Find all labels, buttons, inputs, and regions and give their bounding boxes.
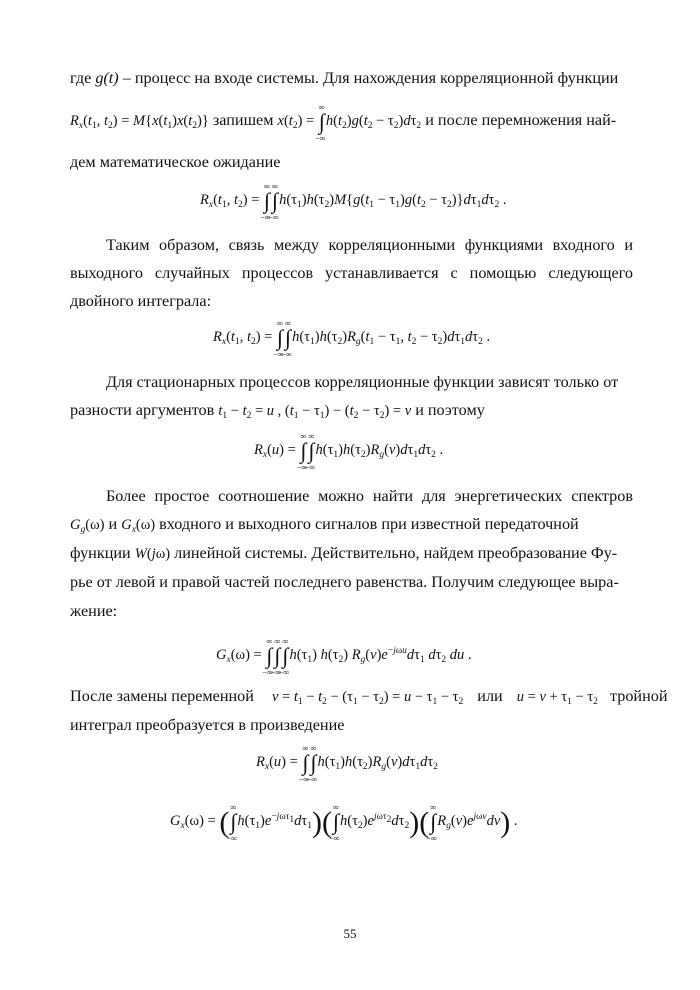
text: и поэтому [415,401,485,419]
word: и [108,515,118,533]
formula-gx: $G_x(\omega)$ [121,517,156,535]
formula-inline: g(t) [95,69,119,87]
text-line-p3-2 [70,400,633,426]
formula-wjw: W(jω) [134,546,171,562]
text-line-p2-2 [70,263,633,283]
text-line-3 [70,152,633,172]
text: – процесс на входе системы. Для нахождения корреляционной функции [122,69,619,87]
equation-4: $G_x(\omega)$ = ∫ ∞ −∞ ∫ ∞ −∞ ∫ ∞ −∞ $h(\tau_1)$ $h(\tau_2)$ $R_g(v)e^{-j\omega u}d\tau_1$ $d\tau_2$ du . [216,636,472,677]
text-line-p5-1 [70,686,668,712]
equation-6: $G_x(\omega)$ = (∫ ∞ −∞ $h(\tau_1)e^{-j\omega\tau_1}d\tau_1)(\int$ ∞ −∞ $h(\tau_2)e^{j\omega\tau_2}d\tau_2)(\int$ ∞ −∞ $R_g(v)e^{j\omega v}dv$) . [170,802,518,843]
text: дем математическое ожидание [70,153,281,171]
text: жение: [70,602,118,620]
formula-substitution: $v = t_1 - t_2 - (\tau_1 - \tau_2) = u - \tau_1 - \tau_2$ [271,689,464,707]
text-line-p4-2 [70,514,633,540]
text-line-p4-3 [70,543,633,564]
text: и после перемножения най- [425,111,617,129]
text: После замены переменной [70,687,254,705]
word: функции [70,544,131,562]
formula-rx-def: $R_x(t_1$, $t_2) = M\{x(t_1)x(t_2)\}$ [70,113,209,131]
text: двойного интеграла: [70,292,212,310]
text: входного и выходного сигналов при известной передаточной [159,515,579,533]
equation-3: $R_x(u)$ = ∫ ∞ −∞ ∫ ∞ −∞ $h(\tau_1)h(\tau_2)R_g(v)d\tau_1d\tau_2$ . [254,431,444,472]
text: выходного случайных процессов устанавливается с помощью следующего [70,264,633,282]
text: разности аргументов [70,401,215,419]
equation-2: $R_x(t_1$, $t_2$) = ∫ ∞ −∞ ∫ ∞ −∞ $h(\tau_1)h(\tau_2)R_g(t_1 - \tau_1$, $t_2 - \tau_2)d\tau_1d\tau_2$ . [213,318,491,359]
text-line-2 [70,102,633,143]
formula-gg: $G_g(\omega)$ [70,517,105,535]
text: линейной системы. Действительно, найдем преобразование Фу- [174,544,618,562]
word: запишем [212,111,274,129]
text-line-p4-5 [70,601,633,621]
text: Для стационарных процессов корреляционные функции зависят только от [106,373,619,391]
equation-5: $R_x(u)$ = ∫ ∞ −∞ ∫ ∞ −∞ $h(\tau_1)h(\tau_2)R_g(v)d\tau_1d\tau_2$ [256,743,438,784]
equation-1: $R_x(t_1$, $t_2$) = ∫ ∞ −∞ ∫ ∞ −∞ $h(\tau_1)h(\tau_2)M\{g(t_1 - \tau_1)g(t_2 - \tau_2)\}d\tau_1d\tau_2$ . [200,181,507,222]
text-line-p4-4 [70,572,633,592]
word: где [70,69,92,87]
text: Более простое соотношение можно найти для энергетических спектров [106,487,633,505]
text-line-1 [70,68,633,88]
text-line-p3-1 [70,372,633,392]
text-line-p4-1 [70,486,633,506]
word: тройной [609,687,668,705]
text: рье от левой и правой частей последнего равенства. Получим следующее выра- [70,573,619,591]
word: или [477,687,503,705]
page-number: 55 [343,926,357,941]
formula-x-conv: $x(t_2)$ = ∫ ∞ −∞ $h(t_2)g(t_2 - \tau_2)d\tau_2$ [277,102,422,143]
text-line-p2-1 [70,235,633,255]
text: интеграл преобразуется в произведение [70,716,345,734]
text-line-p2-3 [70,291,633,311]
formula-args: $t_1 - t_2 = u$ , $(t_1 - \tau_1) - (t_2 - \tau_2) = v$ [218,403,412,421]
text-line-p5-2 [70,715,633,735]
formula-u: $u = v + \tau_1 - \tau_2$ [516,689,598,707]
text: Таким образом, связь между корреляционными функциями входного и [106,236,633,254]
